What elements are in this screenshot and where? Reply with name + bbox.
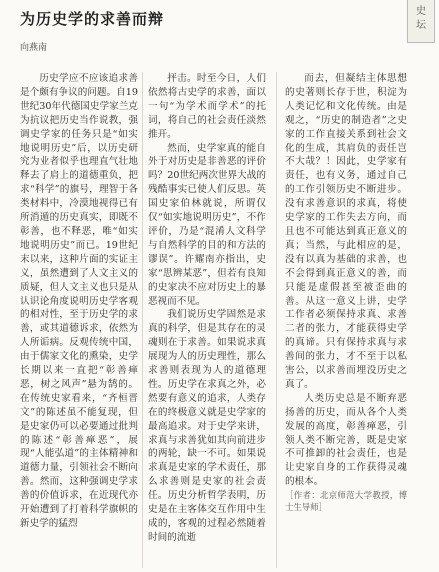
article-title: 为历史学的求善而辩 bbox=[20, 10, 165, 28]
text-column-1 bbox=[20, 72, 138, 568]
paragraph: 人类历史总是不断弃恶扬善的历史，而从各个人类发展的高度，彰善瘅恶，引领人类不断完善，既是史家不可推卸的社会责任，也是让史家自身的工作获得灵魂的根本。 bbox=[285, 392, 407, 488]
author-footnote: ［作者：北京师范大学教授，博士生导师］ bbox=[285, 490, 407, 513]
paragraph: 而去，但凝结主体思想的史著则长存于世，积淀为人类记忆和文化传统。由是观之，“历史的制造者”之史家的工作直接关系到社会文化的生成，其肩负的责任岂不大哉？！因此，史学家有责任，也有义务，通过自己的工作引领历史不断进步。没有求善意识的求真，将使史学家的工作失去方向，而且也不可能达到真正意义的真；当然，与此相应的是，没有以真为基础的求善，也不会得到真正意义的善，而只能是虚假甚至被歪曲的善。从这一意义上讲，史学工作者必须保持求真、求善二者的张力，才能获得史学的真谛。只有保持求真与求善间的张力，才不至于以私害公，以求善而埋没历史之真了。 bbox=[285, 73, 407, 390]
paragraph: 历史学应不应该追求善是个颇有争议的问题。自19世纪30年代德国史学家兰克为抗议把历史当作说教，强调史学家的任务只是“如实地说明历史”后，以历史研究为业者似乎也理直气壮地释去了肩上的道德重负，把求“科学”的旗号，理智于各类材料中，冷漠地视得已有所消遁的历史真实，即既不彰善，也不释恶，唯“如实地说明历史”而已。19世纪末以来，这种片面的实证主义，虽然遭到了人文主义的质疑，但人文主义也只是从认识论角度说明历史学客观的相对性，至于历史学的求善，或其道德诉求，依然为人所诟病。反观传统中国，由于儒家文化的熏染，史学长期以来一直把“彰善瘅恶，树之风声”悬为鹄的。在传统史家看来，“齐桓晋文”的陈述虽不能复现，但是史家仍可以必要通过批判的陈述“彰善瘅恶”，展现“人能弘道”的主体精神和道德力量，引领社会不断向善。然而，这种强调史学求善的价值诉求，在近现代亦开始遭到了打着科学旗帜的新史学的猛烈 bbox=[20, 73, 138, 529]
paragraph: 然而，史学家真的能自外于对历史是非善恶的评价吗？20世纪两次世界大战的残酷事实已使人们反思。英国史家伯林就说，所谓仅仅“如实地说明历史”，不作评价，乃是“混淆人文科学与自然科学的目的和方法的谬误”。许耀南亦指出，史家“思辨某恶”，但若有良知的史家决不应对历史上的暴恶视而不见。 bbox=[148, 142, 266, 307]
text-column-2 bbox=[148, 72, 266, 568]
column-divider bbox=[276, 72, 277, 568]
seal-char: 坛 bbox=[416, 20, 426, 31]
text-column-3 bbox=[285, 72, 407, 572]
seal-char: 史 bbox=[416, 6, 426, 17]
column-divider bbox=[142, 72, 143, 568]
column-seal bbox=[407, 0, 435, 43]
paragraph: 抨击。时至今日，人们依然将古史学的求善，面以一句“为学术而学术”的托词，将自己的社会责任淡然推开。 bbox=[148, 73, 266, 140]
article-author: 向燕南 bbox=[20, 43, 48, 53]
paragraph: 我们说历史学固然是求真的科学，但是其存在的灵魂则在于求善。如果说求真展现为人的历史理性，那么求善则表现为人的道德理性。历史学在求真之外，必然要有意义的追求，人类存在的终极意义就是史学家的最高追求。对于史学来讲，求真与求善犹如其向前进步的两轮，缺一不可。如果说求真是史家的学术责任，那么求善则是史家的社会责任。历史分析哲学表明，历史是在主客体交互作用中生成的，客观的过程必然随着时间的流逝 bbox=[148, 309, 266, 543]
